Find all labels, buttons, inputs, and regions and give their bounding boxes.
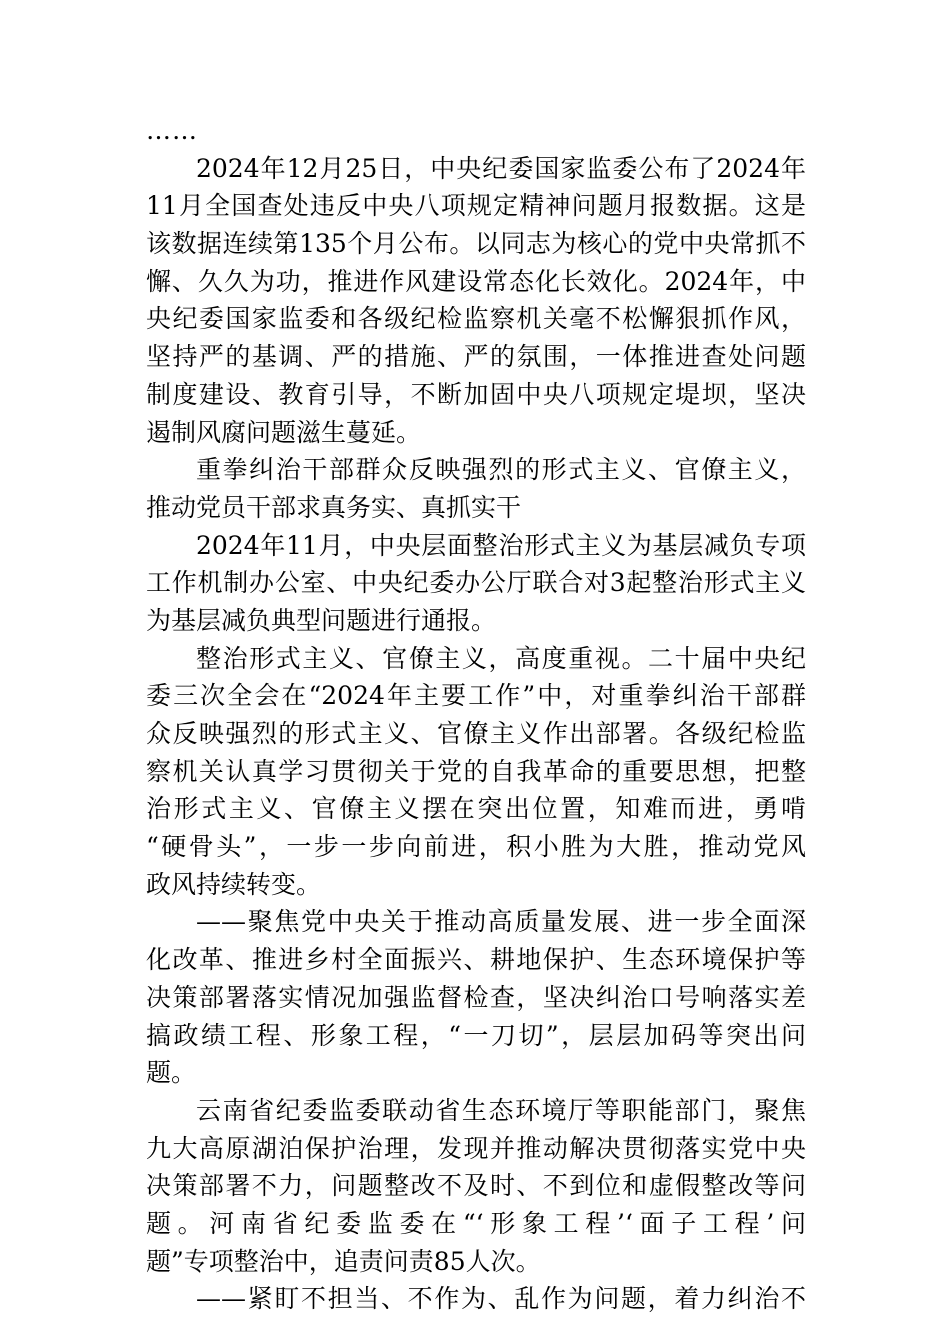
text-line: 云南省纪委监委联动省生态环境厅等职能部门，聚焦 bbox=[196, 1095, 806, 1125]
text-line: 治形式主义、官僚主义摆在突出位置，知难而进，勇啃 bbox=[146, 794, 806, 824]
text-line: 九大高原湖泊保护治理，发现并推动解决贯彻落实党中央 bbox=[146, 1133, 806, 1163]
text-line: 题。 bbox=[146, 1058, 197, 1088]
text-line: 重拳纠治干部群众反映强烈的形式主义、官僚主义， bbox=[196, 455, 806, 485]
text-line: 化改革、推进乡村全面振兴、耕地保护、生态环境保护等 bbox=[146, 945, 806, 975]
text-line: 2024年12月25日，中央纪委国家监委公布了2024年 bbox=[196, 153, 806, 183]
text-line: 政风持续转变。 bbox=[146, 869, 322, 899]
text-line: 遏制风腐问题滋生蔓延。 bbox=[146, 417, 422, 447]
text-line: 制度建设、教育引导，不断加固中央八项规定堤坝，坚决 bbox=[146, 379, 806, 409]
text-line: 察机关认真学习贯彻关于党的自我革命的重要思想，把整 bbox=[146, 756, 806, 786]
text-line: 为基层减负典型问题进行通报。 bbox=[146, 605, 497, 635]
text-line: 众反映强烈的形式主义、官僚主义作出部署。各级纪检监 bbox=[146, 719, 806, 748]
text-line: ——紧盯不担当、不作为、乱作为问题，着力纠治不 bbox=[196, 1284, 806, 1314]
text-line: 推动党员干部求真务实、真抓实干 bbox=[146, 492, 522, 522]
text-line: 工作机制办公室、中央纪委办公厅联合对3起整治形式主义 bbox=[146, 568, 806, 598]
text-line: 决策部署落实情况加强监督检查，坚决纠治口号响落实差 bbox=[146, 982, 806, 1012]
document-body bbox=[146, 112, 806, 1318]
text-line: 整治形式主义、官僚主义，高度重视。二十届中央纪 bbox=[196, 643, 806, 673]
text-line: 该数据连续第135个月公布。以同志为核心的党中央常抓不 bbox=[146, 229, 806, 259]
text-line: 委三次全会在“2024年主要工作”中，对重拳纠治干部群 bbox=[146, 681, 806, 711]
text-line: …… bbox=[146, 116, 198, 145]
text-line: 11月全国查处违反中央八项规定精神问题月报数据。这是 bbox=[146, 191, 806, 221]
text-line: 决策部署不力，问题整改不及时、不到位和虚假整改等问 bbox=[146, 1171, 806, 1201]
text-line: 坚持严的基调、严的措施、严的氛围，一体推进查处问题 bbox=[146, 342, 806, 372]
text-line: 题。河南省纪委监委在“‘形象工程’‘面子工程’问 bbox=[146, 1208, 806, 1238]
text-line: 搞政绩工程、形象工程，“一刀切”，层层加码等突出问 bbox=[146, 1020, 806, 1050]
text-line: 央纪委国家监委和各级纪检监察机关毫不松懈狠抓作风， bbox=[146, 304, 806, 334]
text-line: 懈、久久为功，推进作风建设常态化长效化。2024年，中 bbox=[146, 266, 806, 296]
text-line: 题”专项整治中，追责问责85人次。 bbox=[146, 1246, 541, 1276]
text-line: 2024年11月，中央层面整治形式主义为基层减负专项 bbox=[196, 530, 806, 560]
text-line: “硬骨头”，一步一步向前进，积小胜为大胜，推动党风 bbox=[146, 832, 806, 862]
text-line: ——聚焦党中央关于推动高质量发展、进一步全面深 bbox=[196, 907, 806, 937]
